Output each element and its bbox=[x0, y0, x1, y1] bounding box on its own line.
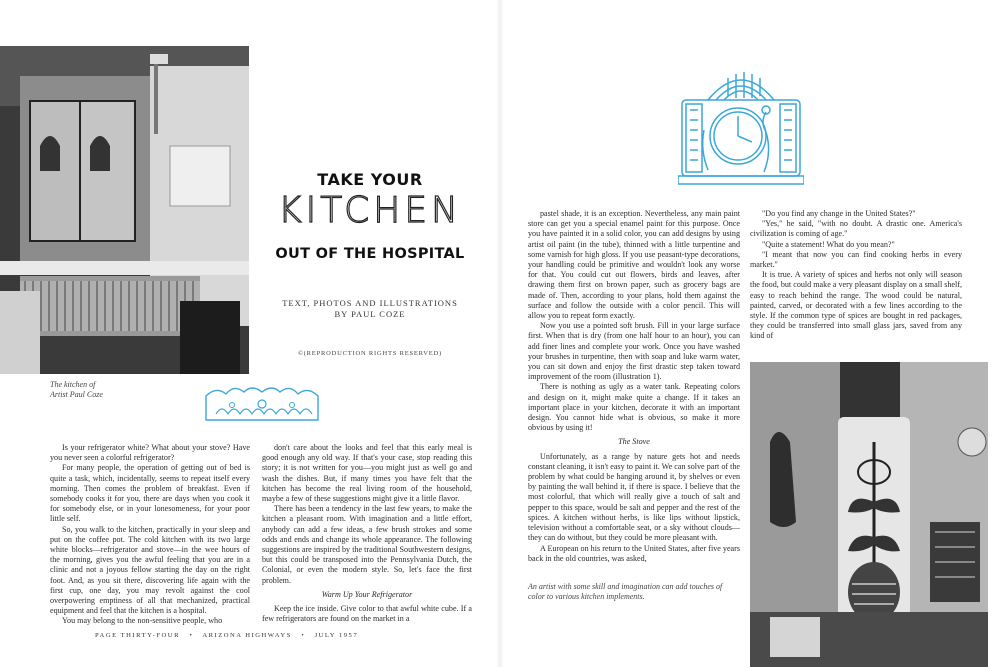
byline-line: TEXT, PHOTOS AND ILLUSTRATIONS bbox=[282, 298, 458, 308]
paragraph: There has been a tendency in the last few years, to make the kitchen a pleasant room. With imagination and a little effort, anybody can add a few ideas, a few brush strokes and some odds and ends and change its whole appearance. The following suggestions are inspired by the traditional Southwestern designs, but this could be transposed into the Pennsylvania Dutch, the Colonial, or even the modern style. So, let's face the first problem. bbox=[262, 504, 472, 585]
byline bbox=[262, 298, 478, 319]
footer-magazine: ARIZONA HIGHWAYS bbox=[202, 632, 292, 639]
caption-line: The kitchen of bbox=[50, 380, 96, 389]
title-line-1: TAKE YOUR bbox=[317, 170, 423, 189]
kitchen-photo-image bbox=[0, 46, 249, 374]
decorated-stove-photo bbox=[750, 362, 988, 667]
kitchen-photo bbox=[0, 46, 249, 374]
paragraph: You may belong to the non-sensitive people, who bbox=[62, 616, 223, 626]
paragraph: A European on his return to the United States, after five years back in the old countries, was asked, bbox=[528, 543, 740, 563]
section-heading: Warm Up Your Refrigerator bbox=[321, 589, 413, 599]
clock-illustration bbox=[678, 70, 804, 186]
paragraph: Is your refrigerator white? What about your stove? Have you never seen a colorful refrigerator? bbox=[50, 443, 250, 463]
paragraph: pastel shade, it is an exception. Nevertheless, any main paint store can get you a special enamel paint for this purpose. Once you have painted it in a solid color, you can add designs by using artist oil paint (in the tube), thinned with a little turpentine and some varnish for high gloss. If you use peasant-type decorations, your handling could be primitive and wouldn't look any worse for that. You could cut out flowers, birds and leaves, after drawing them first on brown paper, such as grocery bags are made of. Then, according to your plans, hold them against the surface and follow the outside with a color pencil. This will allow you to repeat form exactly. bbox=[528, 209, 740, 321]
paragraph: "Do you find any change in the United States?" bbox=[762, 209, 916, 218]
footer-bullet: • bbox=[189, 632, 194, 639]
page-gutter bbox=[496, 0, 504, 667]
caption-line: Artist Paul Coze bbox=[50, 390, 103, 399]
byline-line: BY PAUL COZE bbox=[334, 308, 406, 319]
footer-bullet: • bbox=[301, 632, 306, 639]
rights-notice: ©(REPRODUCTION RIGHTS RESERVED) bbox=[297, 350, 443, 357]
paragraph: It is true. A variety of spices and herbs not only will season the food, but could make a very pleasant display on a small shelf, easy to reach behind the range. The wood could be natural, painted, carved, or decorated with a few lines according to the style. If the common type of spices are bought in red packages, they could be transferred into small glass jars, saved from any kind of bbox=[750, 270, 962, 341]
paragraph: For many people, the operation of getting out of bed is quite a task, which, incidentally, seems to repeat itself every morning. Then comes the problem of breakfast. Even if somebody cooks it for you, there are days when you cook it for somebody else, or in your lonesomeness, for your poor little self. bbox=[50, 463, 250, 524]
paragraph: "Quite a statement! What do you mean?" bbox=[762, 239, 895, 249]
article-column-2 bbox=[262, 443, 472, 624]
footer-date: JULY 1957 bbox=[314, 632, 359, 639]
page-footer bbox=[95, 632, 465, 639]
paragraph: Keep the ice inside. Give color to that awful white cube. If a few refrigerators are found on the market in a bbox=[262, 604, 472, 624]
paragraph: "Yes," he said, "with no doubt. A drastic one. America's civilization is coming of age." bbox=[750, 219, 962, 239]
article-column-1 bbox=[50, 443, 250, 627]
paragraph: There is nothing as ugly as a water tank. Repeating colors and design on it, might make quite a change. If it takes an important place in your kitchen, decorate it with an important design. You cannot hide what is obvious, so make it more obvious by using it! bbox=[528, 382, 740, 433]
paragraph: Now you use a pointed soft brush. Fill in your large surface first. When that is dry (from one half hour to an hour), you can add finer lines and complete your work. Once you have washed your brushes in turpentine, then with soap and luke warm water, you can sit down and enjoy the first drastic step taken toward improvement of the room (illustration 1). bbox=[528, 321, 740, 382]
article-column-4 bbox=[750, 209, 962, 342]
decorative-border-illustration bbox=[202, 384, 322, 424]
title-kitchen: KITCHEN bbox=[278, 190, 462, 231]
paragraph: "I meant that now you can find cooking herbs in every market." bbox=[750, 249, 962, 270]
decorated-stove-photo-image bbox=[750, 362, 988, 667]
paragraph: So, you walk to the kitchen, practically in your sleep and put on the coffee pot. The cold kitchen with its two large white blocks—refrigerator and stove—in the wee hours of the morning, gives you the awful feeling that you are in a clinic and not a joyous fellow starting the day on the right foot. And, as you sit there, discovering life again with the first cup, one day, you may revolt against the cool overpowering emptiness of all that mechanized, practical equipment and feel that the kitchen is a hospital. bbox=[50, 524, 250, 616]
kitchen-photo-caption bbox=[50, 380, 103, 400]
article-column-3 bbox=[528, 209, 740, 564]
title-line-3: OUT OF THE HOSPITAL bbox=[275, 246, 465, 262]
section-heading: The Stove bbox=[618, 437, 650, 447]
footer-page-number: PAGE THIRTY-FOUR bbox=[95, 632, 180, 639]
paragraph: Unfortunately, as a range by nature gets hot and needs constant cleaning, it isn't easy to paint it. We can solve part of the problem by what could be hanging around it, by shelves or even by painting the wall behind it, if there is space. I believe that the most colorful, that which will really give a touch of salt and pepper to this space, would be salt and pepper and the rest of the spices. A kitchen without herbs, is like lips without lipstick, television without a comfortable seat, or a sky without clouds—they can do without, but they could be more pleasant with. bbox=[528, 451, 740, 543]
decorated-stove-photo-caption: An artist with some skill and imagination can add touches of color to various kitchen implements. bbox=[528, 582, 723, 601]
paragraph: don't care about the looks and feel that this early meal is good enough any old way. If that's your case, stop reading this story; it is not written for you—you might just as well go and wash the dishes. But, if many times you have felt that the kitchen has become the real living room of the household, maybe a few of these suggestions might give it a little flavor. bbox=[262, 443, 472, 504]
